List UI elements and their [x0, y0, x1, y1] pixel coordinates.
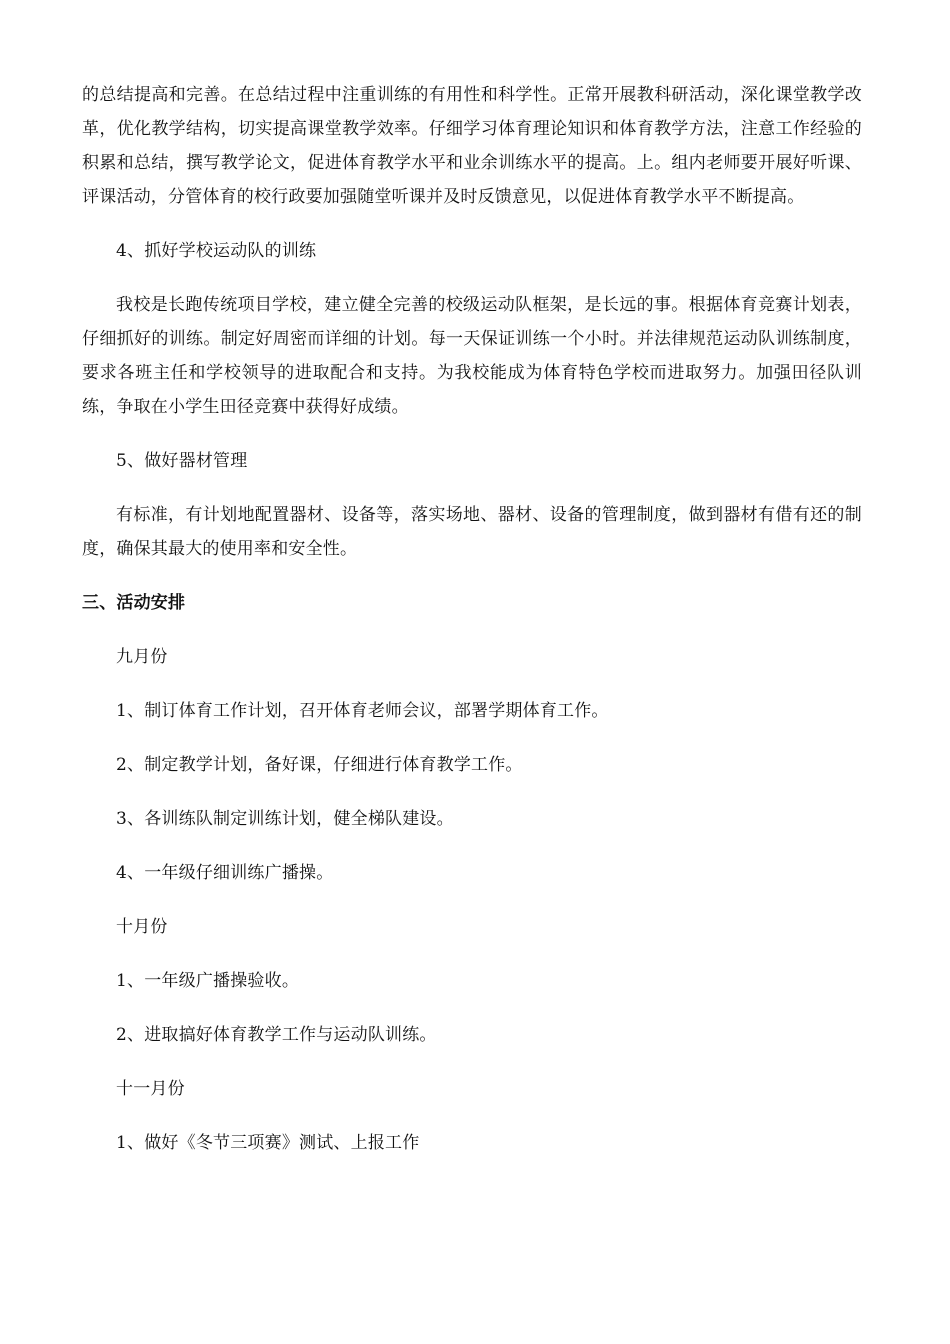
- continuation-paragraph: 的总结提高和完善。在总结过程中注重训练的有用性和科学性。正常开展教科研活动，深化课堂教学改革，优化教学结构，切实提高课堂教学效率。仔细学习体育理论知识和体育教学方法，注意工作经验的积累和总结，撰写教学论文，促进体育教学水平和业余训练水平的提高。上。组内老师要开展好听课、评课活动，分管体育的校行政要加强随堂听课并及时反馈意见，以促进体育教学水平不断提高。: [82, 85, 862, 207]
- section-4-title: 4、抓好学校运动队的训练: [116, 241, 317, 261]
- list-item: 1、制订体育工作计划，召开体育老师会议，部署学期体育工作。: [116, 701, 609, 721]
- list-item: 3、各训练队制定训练计划，健全梯队建设。: [116, 809, 454, 829]
- list-item: 4、一年级仔细训练广播操。: [116, 863, 334, 883]
- month-label-september: 九月份: [116, 647, 168, 667]
- list-item: 1、一年级广播操验收。: [116, 971, 300, 991]
- month-label-november: 十一月份: [116, 1079, 185, 1099]
- activities-heading: 三、活动安排: [82, 593, 186, 613]
- section-5-body: 有标准，有计划地配置器材、设备等，落实场地、器材、设备的管理制度，做到器材有借有还的制度，确保其最大的使用率和安全性。: [82, 505, 862, 559]
- section-4-body: 我校是长跑传统项目学校，建立健全完善的校级运动队框架，是长远的事。根据体育竞赛计划表，仔细抓好的训练。制定好周密而详细的计划。每一天保证训练一个小时。并法律规范运动队训练制度，要求各班主任和学校领导的进取配合和支持。为我校能成为体育特色学校而进取努力。加强田径队训练，争取在小学生田径竞赛中获得好成绩。: [82, 295, 862, 417]
- list-item: 2、进取搞好体育教学工作与运动队训练。: [116, 1025, 437, 1045]
- section-5-title: 5、做好器材管理: [116, 451, 248, 471]
- month-label-october: 十月份: [116, 917, 168, 937]
- document-page: [82, 78, 862, 1180]
- list-item: 2、制定教学计划，备好课，仔细进行体育教学工作。: [116, 755, 523, 775]
- list-item: 1、做好《冬节三项赛》测试、上报工作: [116, 1133, 420, 1153]
